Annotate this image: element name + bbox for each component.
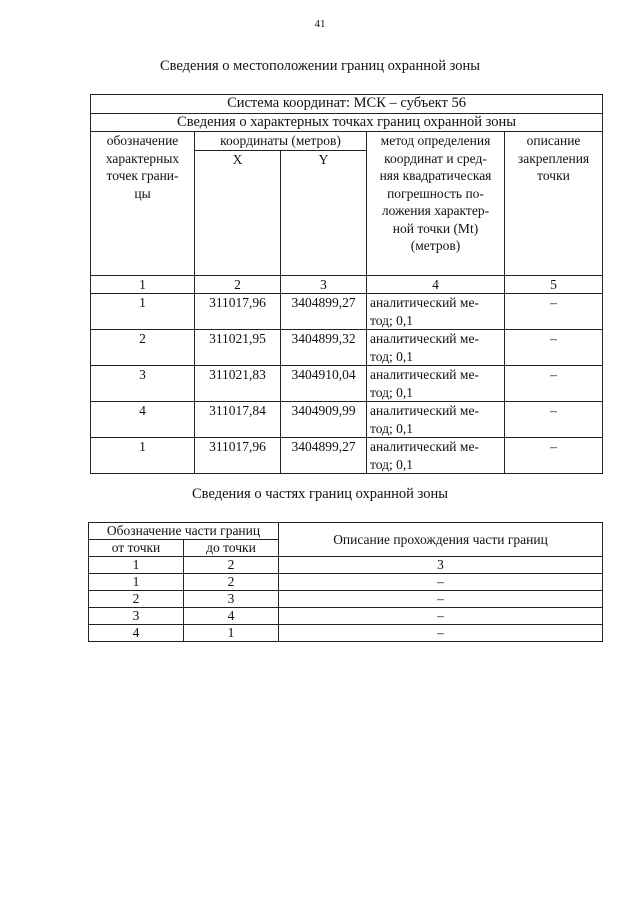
from-cell: 3 bbox=[89, 608, 184, 625]
points-info-row bbox=[91, 113, 603, 132]
table-row bbox=[91, 438, 603, 474]
header-to: до точки bbox=[184, 540, 279, 557]
header-text: метод определения bbox=[380, 133, 491, 148]
boundary-parts-table bbox=[88, 522, 603, 642]
header-x: X bbox=[195, 150, 281, 275]
table-row bbox=[89, 574, 603, 591]
boundary-points-table bbox=[90, 94, 603, 474]
desc-cell: – bbox=[505, 330, 603, 366]
desc-cell: – bbox=[279, 608, 603, 625]
x-cell: 311017,96 bbox=[195, 294, 281, 330]
header-parts: Обозначение части границ bbox=[89, 523, 279, 540]
points-info-cell: Сведения о характерных точках границ охранной зоны bbox=[91, 113, 603, 132]
column-number: 1 bbox=[89, 557, 184, 574]
to-cell: 4 bbox=[184, 608, 279, 625]
header-text: цы bbox=[134, 185, 151, 201]
section-title-boundary-parts: Сведения о частях границ охранной зоны bbox=[192, 486, 448, 502]
method-line: тод; 0,1 bbox=[370, 348, 413, 364]
to-cell: 2 bbox=[184, 574, 279, 591]
method-line: аналитический ме- bbox=[370, 367, 479, 382]
table-row bbox=[91, 402, 603, 438]
x-cell: 311021,95 bbox=[195, 330, 281, 366]
header-text: характерных bbox=[105, 150, 180, 166]
header-from: от точки bbox=[89, 540, 184, 557]
desc-cell: – bbox=[279, 591, 603, 608]
desc-cell: – bbox=[279, 625, 603, 642]
desc-cell: – bbox=[505, 402, 603, 438]
y-cell: 3404899,32 bbox=[281, 330, 367, 366]
header-description: Описание прохождения части границ bbox=[279, 523, 603, 557]
parts-header-row bbox=[89, 523, 603, 540]
y-cell: 3404910,04 bbox=[281, 366, 367, 402]
column-number: 2 bbox=[195, 275, 281, 294]
header-text: закрепления bbox=[517, 150, 590, 166]
table-row bbox=[89, 608, 603, 625]
table-row bbox=[89, 625, 603, 642]
point-cell: 1 bbox=[91, 294, 195, 330]
x-cell: 311017,96 bbox=[195, 438, 281, 474]
to-cell: 1 bbox=[184, 625, 279, 642]
from-cell: 4 bbox=[89, 625, 184, 642]
column-number: 3 bbox=[279, 557, 603, 574]
column-numbers-row bbox=[89, 557, 603, 574]
method-line: тод; 0,1 bbox=[370, 456, 413, 472]
column-number: 1 bbox=[91, 275, 195, 294]
point-cell: 3 bbox=[91, 366, 195, 402]
method-line: аналитический ме- bbox=[370, 439, 479, 454]
x-cell: 311021,83 bbox=[195, 366, 281, 402]
header-text: погрешность по- bbox=[387, 185, 484, 201]
desc-cell: – bbox=[279, 574, 603, 591]
page-number: 41 bbox=[314, 18, 326, 30]
header-text: обозначение bbox=[106, 133, 179, 148]
desc-cell: – bbox=[505, 366, 603, 402]
method-line: аналитический ме- bbox=[370, 331, 479, 346]
header-coordinates: координаты (метров) bbox=[195, 132, 367, 151]
method-cell bbox=[367, 294, 505, 330]
header-text: точек грани- bbox=[106, 168, 179, 183]
table-header-row bbox=[91, 132, 603, 151]
coordinate-system-row bbox=[91, 95, 603, 114]
desc-cell: – bbox=[505, 438, 603, 474]
table-row bbox=[91, 294, 603, 330]
header-text: точки bbox=[537, 168, 570, 183]
section-title-boundary-location: Сведения о местоположении границ охранной зоны bbox=[159, 58, 480, 74]
header-text: няя квадратическая bbox=[379, 168, 492, 183]
method-line: тод; 0,1 bbox=[370, 384, 413, 400]
desc-cell: – bbox=[505, 294, 603, 330]
to-cell: 3 bbox=[184, 591, 279, 608]
column-numbers-row bbox=[91, 275, 603, 294]
header-text: ложения характер- bbox=[381, 203, 490, 218]
header-description bbox=[505, 132, 603, 276]
point-cell: 1 bbox=[91, 438, 195, 474]
from-cell: 2 bbox=[89, 591, 184, 608]
column-number: 3 bbox=[281, 275, 367, 294]
method-cell bbox=[367, 366, 505, 402]
header-text: (метров) bbox=[410, 238, 461, 253]
table-row bbox=[89, 591, 603, 608]
table-row bbox=[91, 366, 603, 402]
column-number: 2 bbox=[184, 557, 279, 574]
header-designation bbox=[91, 132, 195, 276]
method-line: аналитический ме- bbox=[370, 295, 479, 310]
column-number: 5 bbox=[505, 275, 603, 294]
method-line: тод; 0,1 bbox=[370, 420, 413, 436]
header-y: Y bbox=[281, 150, 367, 275]
coordinate-system-cell: Система координат: МСК – субъект 56 bbox=[91, 95, 603, 114]
point-cell: 2 bbox=[91, 330, 195, 366]
y-cell: 3404899,27 bbox=[281, 294, 367, 330]
method-line: аналитический ме- bbox=[370, 403, 479, 418]
header-method bbox=[367, 132, 505, 276]
method-cell bbox=[367, 402, 505, 438]
header-text: описание bbox=[526, 133, 581, 148]
point-cell: 4 bbox=[91, 402, 195, 438]
header-text: координат и сред- bbox=[384, 150, 487, 166]
method-line: тод; 0,1 bbox=[370, 312, 413, 328]
method-cell bbox=[367, 330, 505, 366]
table-row bbox=[91, 330, 603, 366]
from-cell: 1 bbox=[89, 574, 184, 591]
y-cell: 3404899,27 bbox=[281, 438, 367, 474]
y-cell: 3404909,99 bbox=[281, 402, 367, 438]
column-number: 4 bbox=[367, 275, 505, 294]
header-text: ной точки (Mt) bbox=[392, 220, 479, 236]
x-cell: 311017,84 bbox=[195, 402, 281, 438]
method-cell bbox=[367, 438, 505, 474]
